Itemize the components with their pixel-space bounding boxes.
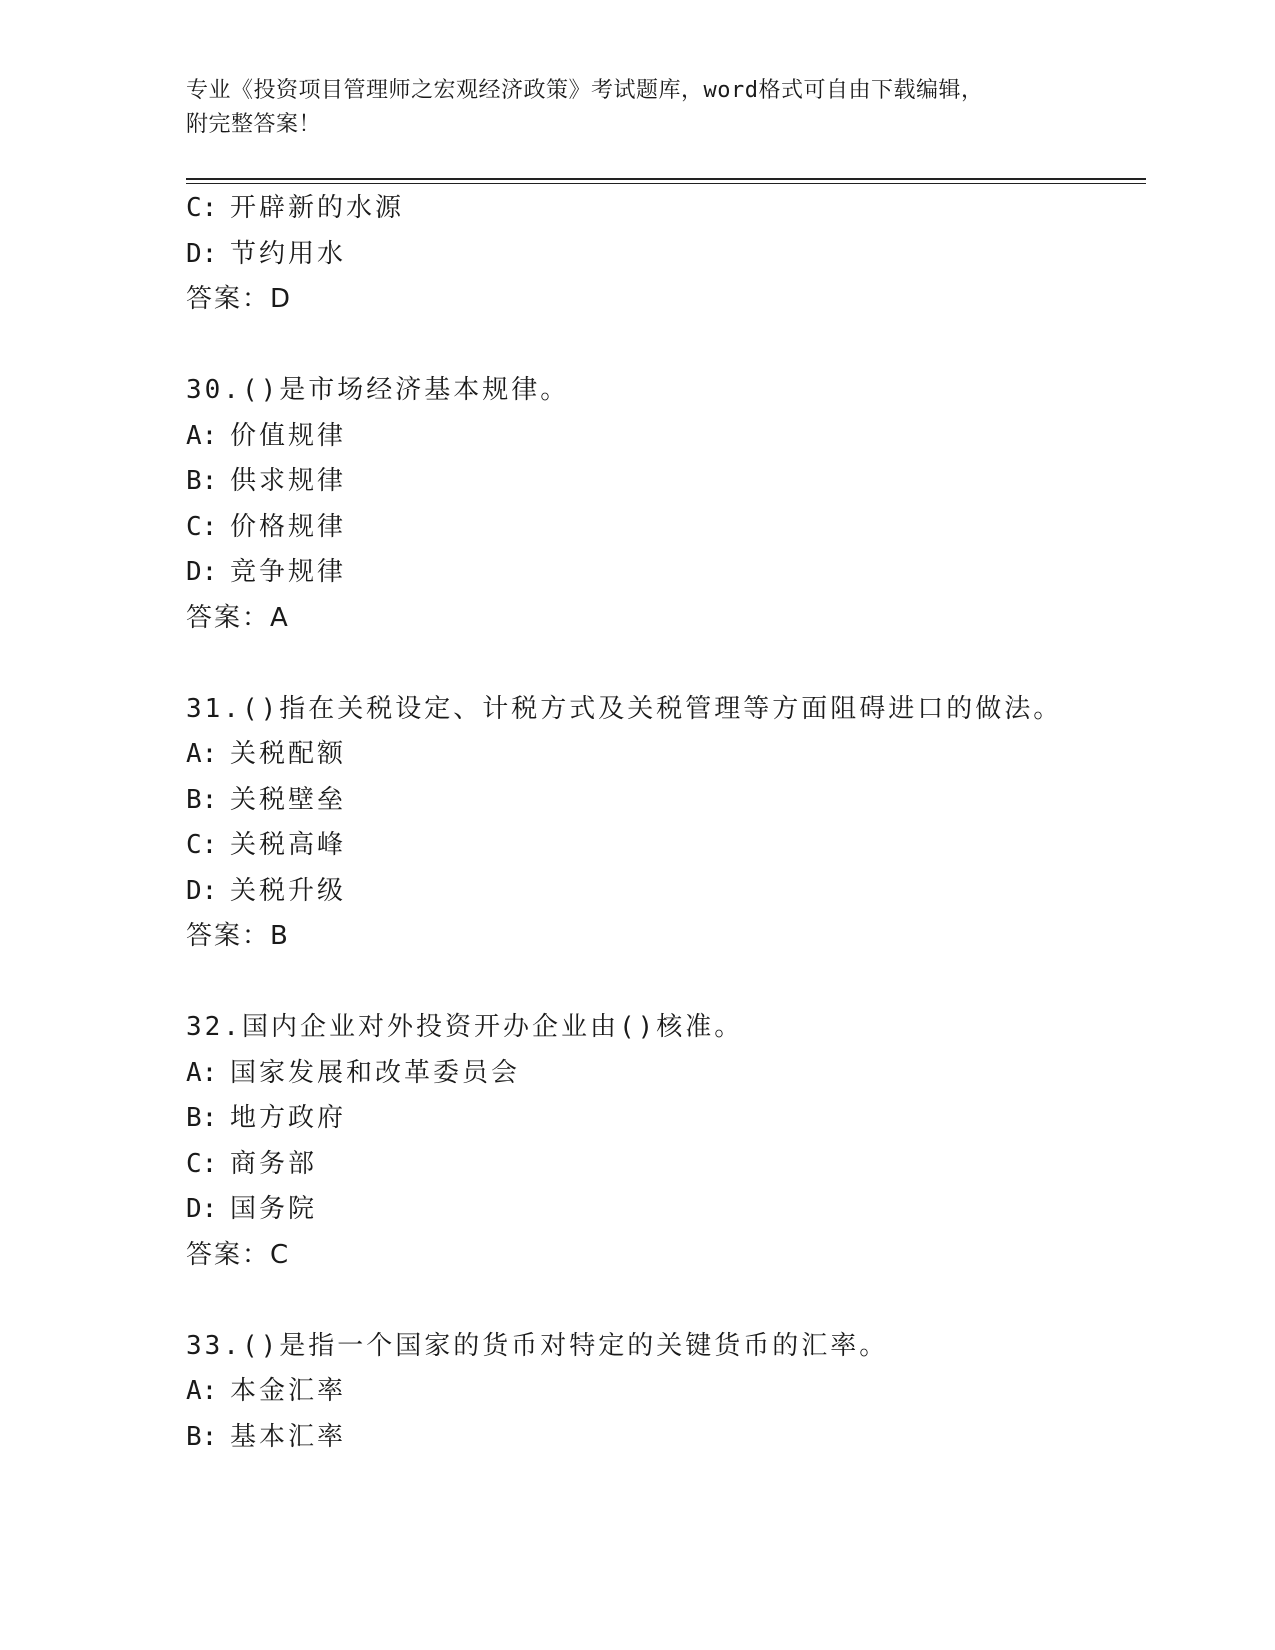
option-line	[186, 732, 1146, 778]
option-key: B:	[186, 1103, 218, 1133]
question-stem: 31.()指在关税设定、计税方式及关税管理等方面阻碍进口的做法。	[186, 693, 1063, 724]
option-key: C:	[186, 193, 218, 223]
option-text: 关税壁垒	[230, 784, 347, 815]
option-text: 关税升级	[230, 875, 347, 906]
question-stem: 32.国内企业对外投资开办企业由()核准。	[186, 1012, 744, 1042]
option-text: 商务部	[230, 1148, 318, 1179]
option-key: D:	[186, 557, 218, 587]
question-stem: 30.()是市场经济基本规律。	[186, 375, 570, 405]
option-line	[186, 1415, 1146, 1461]
option-key: C:	[186, 830, 218, 860]
option-line	[186, 232, 1146, 278]
option-text: 供求规律	[230, 466, 347, 496]
option-key: A:	[186, 1376, 218, 1406]
header-divider-thin	[186, 183, 1146, 184]
option-text: 关税高峰	[230, 830, 347, 860]
option-line	[186, 550, 1146, 596]
option-key: B:	[186, 784, 218, 815]
option-text: 国家发展和改革委员会	[230, 1057, 521, 1088]
option-text: 价格规律	[230, 511, 347, 542]
option-line	[186, 414, 1146, 460]
answer-line: 答案：B	[186, 921, 290, 951]
option-line	[186, 186, 1146, 232]
option-line	[186, 823, 1146, 869]
option-key: A:	[186, 420, 218, 451]
answer-line: 答案：D	[186, 284, 293, 314]
header-divider-thick	[186, 178, 1146, 180]
option-key: B:	[186, 1421, 218, 1452]
option-text: 关税配额	[230, 739, 347, 769]
option-key: B:	[186, 466, 218, 496]
spacer	[186, 323, 1146, 369]
option-text: 本金汇率	[230, 1376, 347, 1406]
option-key: C:	[186, 511, 218, 542]
option-text: 地方政府	[230, 1103, 347, 1133]
option-key: A:	[186, 1057, 218, 1088]
question-stem: 33.()是指一个国家的货币对特定的关键货币的汇率。	[186, 1330, 889, 1361]
option-line	[186, 869, 1146, 915]
option-line	[186, 1051, 1146, 1097]
option-line	[186, 1142, 1146, 1188]
question-list	[186, 186, 1146, 1460]
header-line-1: 专业《投资项目管理师之宏观经济政策》考试题库，word格式可自由下载编辑，	[186, 78, 984, 103]
option-line	[186, 505, 1146, 551]
option-line	[186, 778, 1146, 824]
document-header	[186, 74, 1066, 142]
option-text: 国务院	[230, 1194, 318, 1224]
option-text: 竞争规律	[230, 557, 347, 587]
spacer	[186, 641, 1146, 687]
option-key: A:	[186, 739, 218, 769]
answer-line: 答案：A	[186, 602, 290, 633]
spacer	[186, 960, 1146, 1006]
option-line	[186, 459, 1146, 505]
answer-line: 答案：C	[186, 1239, 291, 1270]
option-text: 价值规律	[230, 420, 347, 451]
option-key: C:	[186, 1148, 218, 1179]
option-key: D:	[186, 875, 218, 906]
option-line	[186, 1369, 1146, 1415]
spacer	[186, 1278, 1146, 1324]
option-text: 节约用水	[230, 238, 347, 269]
option-text: 开辟新的水源	[230, 193, 405, 223]
option-key: D:	[186, 238, 218, 269]
option-line	[186, 1187, 1146, 1233]
option-line	[186, 1096, 1146, 1142]
option-text: 基本汇率	[230, 1421, 347, 1452]
header-line-2: 附完整答案！	[186, 112, 322, 137]
option-key: D:	[186, 1194, 218, 1224]
